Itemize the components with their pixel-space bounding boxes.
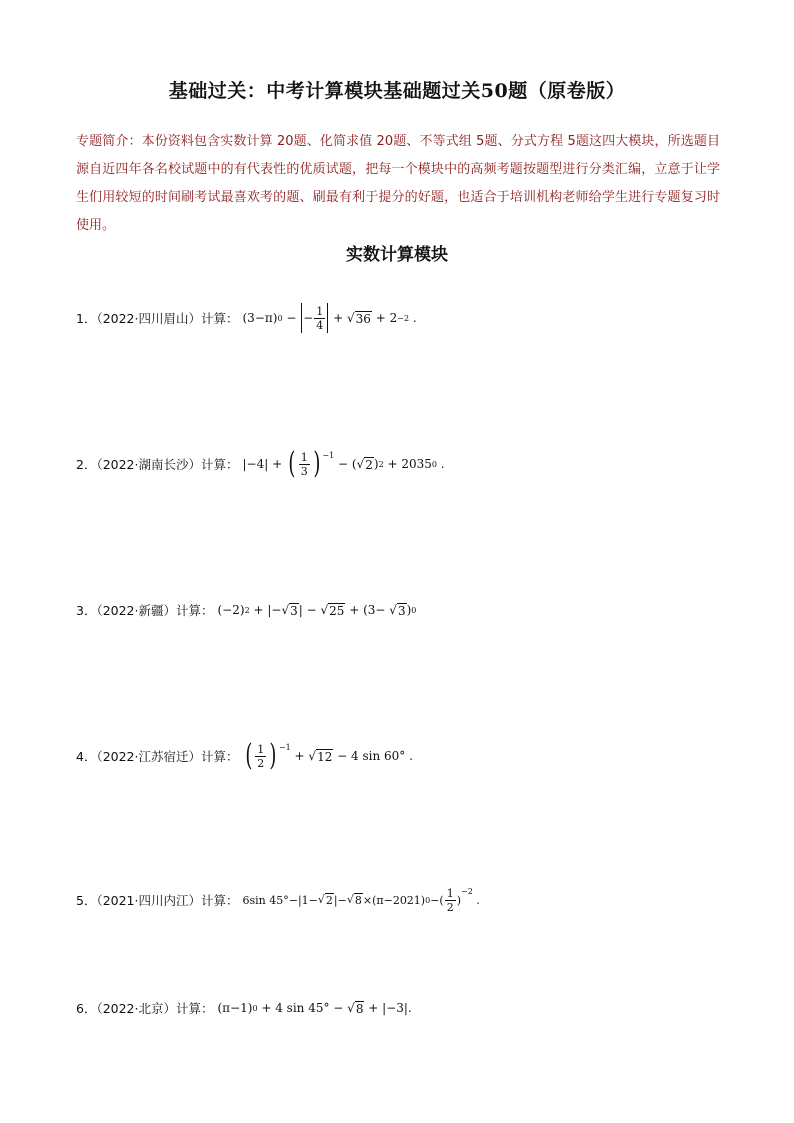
problem-3-label: 3．（2022·新疆）计算： <box>76 603 214 618</box>
problem-5 <box>76 880 480 920</box>
problem-2-label: 2．（2022·湖南长沙）计算： <box>76 457 239 472</box>
problem-3-formula: (−2) 2 + |− √ 3 | − √ 25 + (3− √ 3 ) 0 <box>217 602 417 618</box>
problem-6-formula: (π−1) 0 + 4 sin 45° − √ 8 + |−3|. <box>217 1000 412 1016</box>
intro-paragraph: 专题简介：本份资料包含实数计算 20题、化简求值 20题、不等式组 5题、分式方程 5题这四大模块，所选题目源自近四年各名校试题中的有代表性的优质试题，把每一个模块中的高频考题按题型进行分类汇编，立意于让学生们用较短的时间刷考试最喜欢考的题、刷最有利于提分的好题，也适合于培训机构老师给学生进行专题复习时使用。 <box>76 134 720 233</box>
problem-4-label: 4．（2022·江苏宿迁）计算： <box>76 749 239 764</box>
problem-2 <box>76 444 445 484</box>
section-title: 实数计算模块 <box>346 245 448 265</box>
problem-4 <box>76 736 413 776</box>
problem-5-formula: 6sin 45°−|1− √ 2 |− √ 8 ×(π−2021) 0 −( $\frac{1}{2}$ ) $^{-2}$ . <box>242 886 480 914</box>
problem-6 <box>76 988 412 1028</box>
problem-4-formula: ( $\frac{1}{2}$ ) $^{-1}$ + √ 12 − 4 sin 60° . <box>244 738 413 773</box>
problem-1-formula: (3−π) 0 − − $\frac{1}{4}$ + √ 36 + 2 −2 . <box>242 304 417 332</box>
problem-5-label: 5．（2021·四川内江）计算： <box>76 893 239 908</box>
problem-1 <box>76 298 417 338</box>
problem-1-label: 1．（2022·四川眉山）计算： <box>76 311 239 326</box>
document-title: 基础过关：中考计算模块基础题过关50题（原卷版） <box>168 80 626 102</box>
problem-2-formula: |−4| + ( $\frac{1}{3}$ ) $^{-1}$ − ( √ 2 ) 2 + 2035 0 . <box>242 446 445 481</box>
problem-3 <box>76 590 416 630</box>
problem-6-label: 6．（2022·北京）计算： <box>76 1001 214 1016</box>
